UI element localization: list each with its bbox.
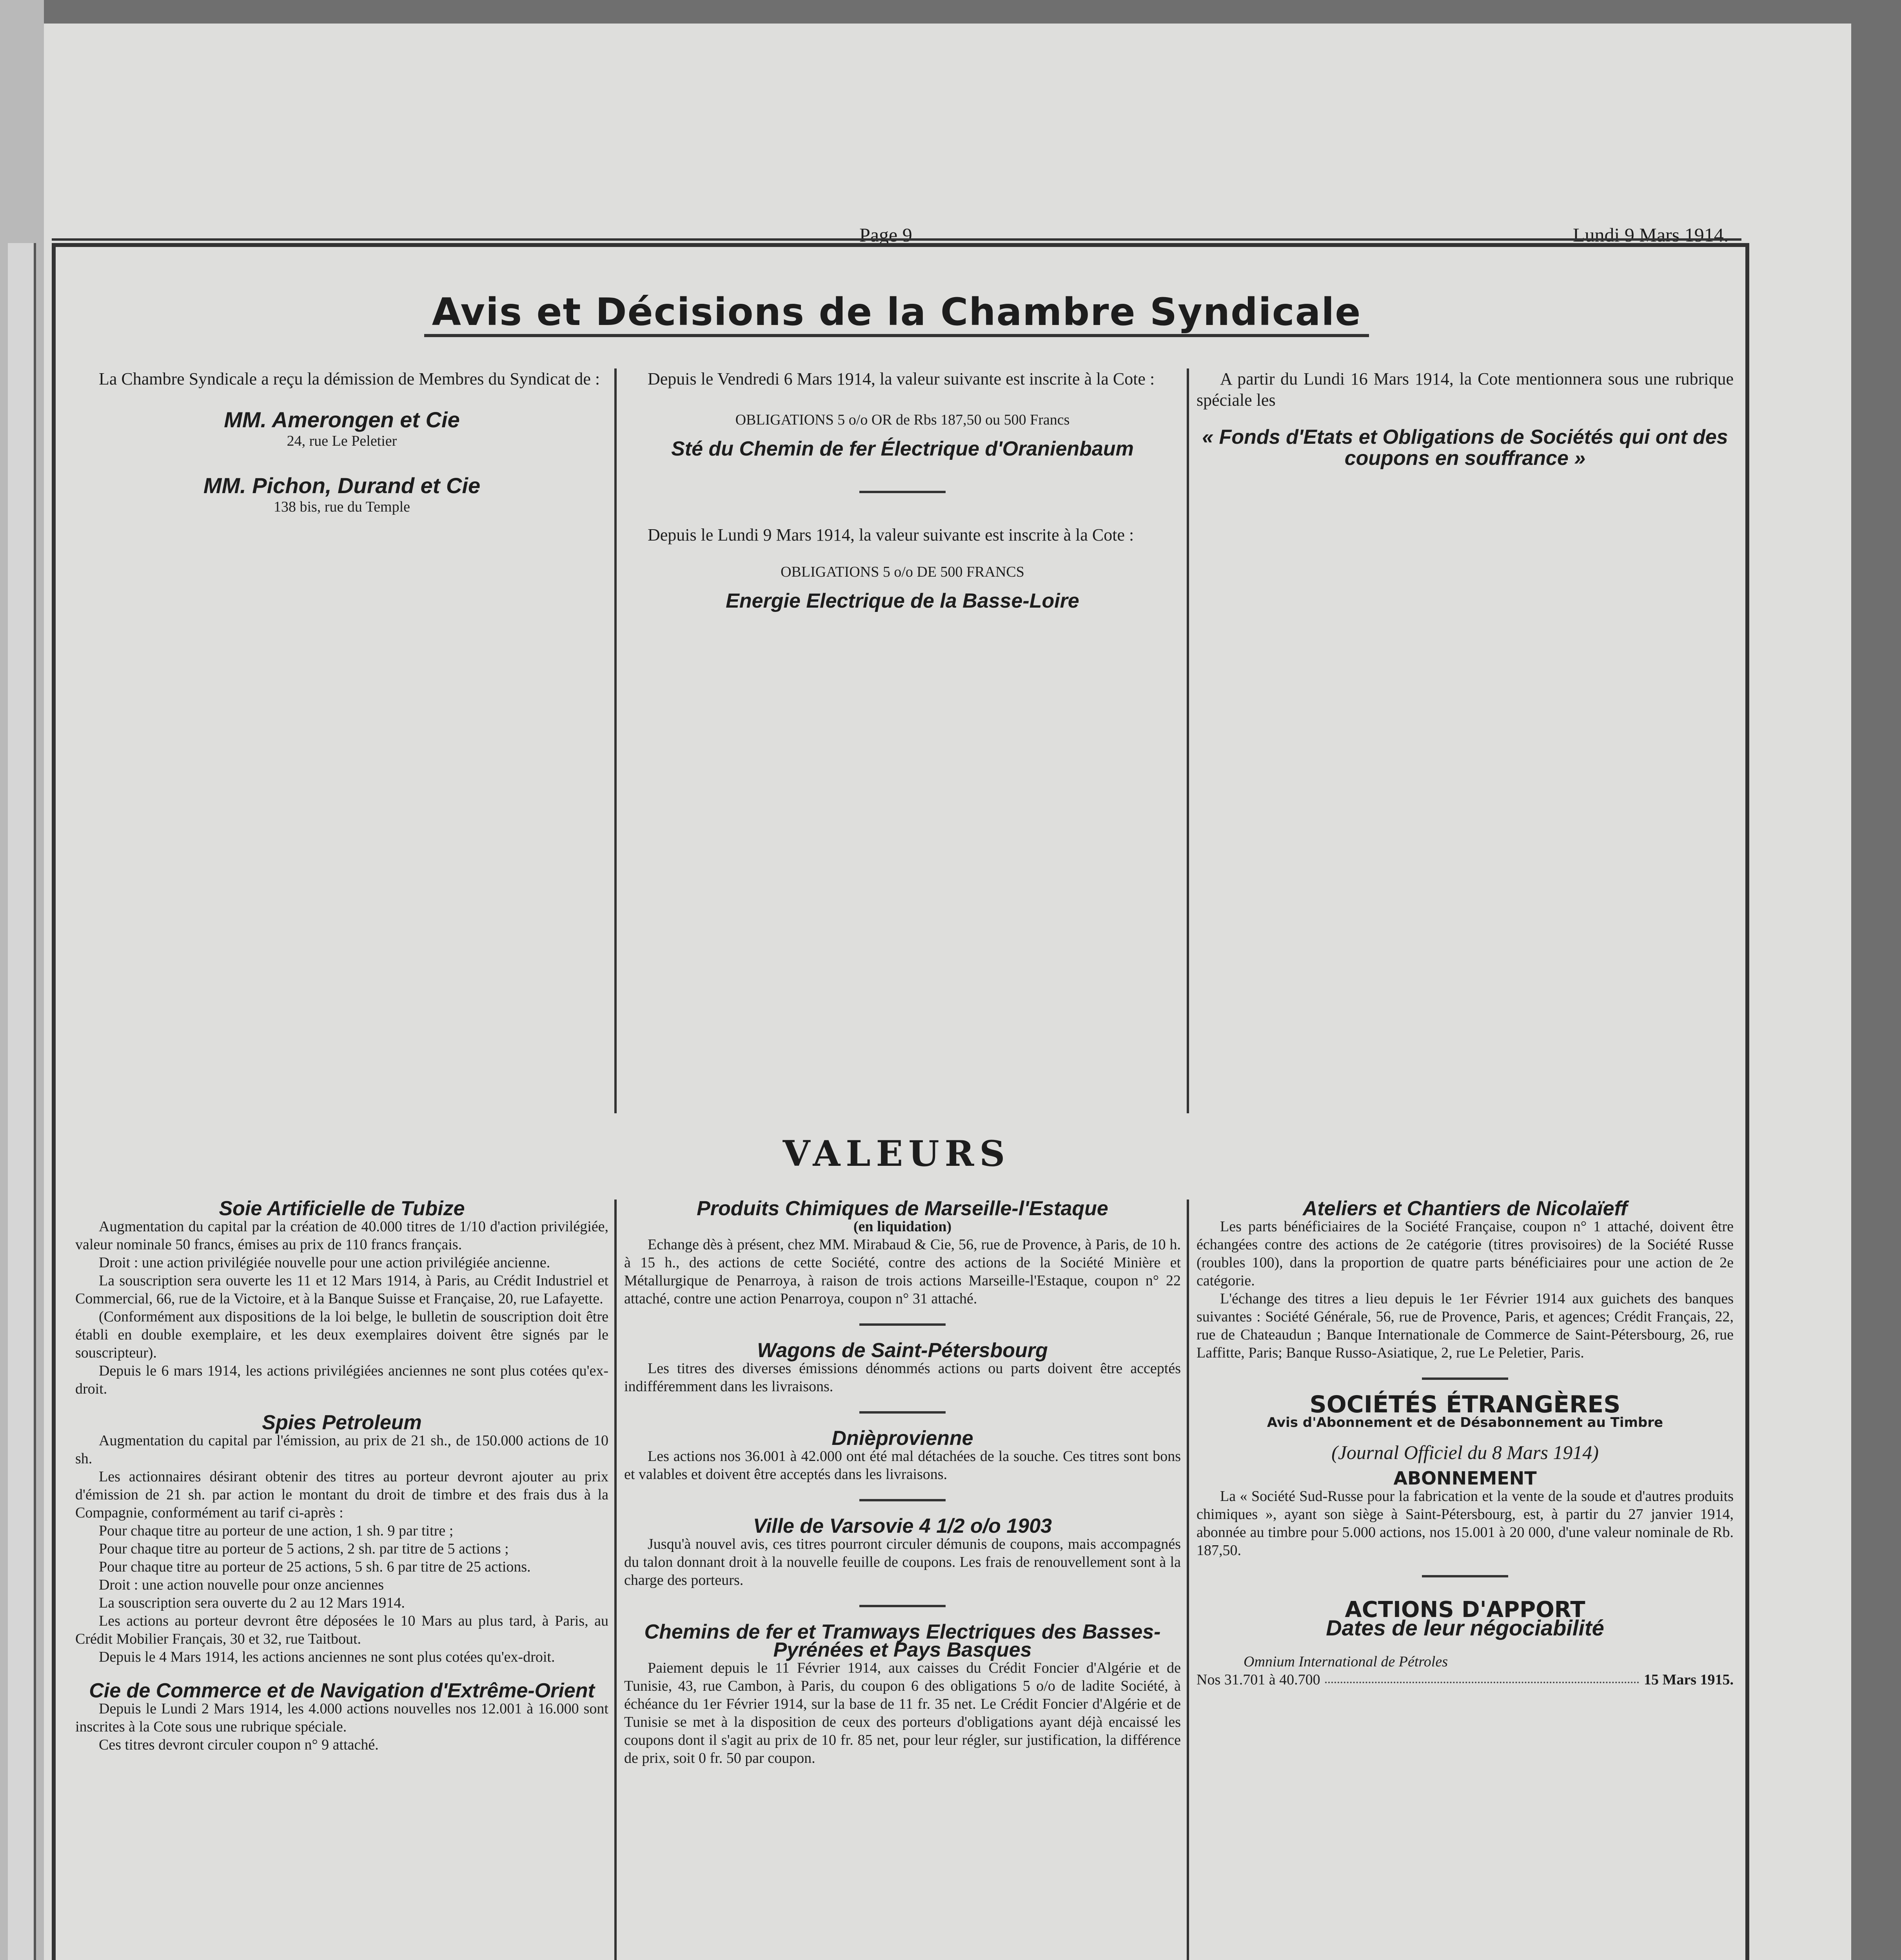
societes-etrangeres-heading: SOCIÉTÉS ÉTRANGÈRES: [1309, 1391, 1621, 1418]
short-rule: [859, 1411, 946, 1414]
short-rule: [859, 491, 946, 493]
obligation-line: OBLIGATIONS 5 o/o DE 500 FRANCS: [781, 564, 1024, 580]
omnium-name: Omnium International de Pétroles: [1244, 1653, 1448, 1670]
short-rule: [859, 1323, 946, 1326]
short-rule: [1422, 1575, 1508, 1577]
avis-text: Depuis le Vendredi 6 Mars 1914, la valeur suivante est inscrite à la Cote :: [648, 369, 1155, 388]
valeur-heading: Ville de Varsovie 4 1/2 o/o 1903: [753, 1515, 1052, 1537]
valeur-heading: Soie Artificielle de Tubize: [219, 1197, 465, 1220]
societes-etrangeres-subheading: Avis d'Abonnement et de Désabonnement au Timbre: [1267, 1415, 1663, 1430]
valeur-text: Les titres des diverses émissions dénommés actions ou parts doivent être acceptés indifféremment dans les livraisons.: [624, 1360, 1181, 1395]
page-date: Lundi 9 Mars 1914.: [1573, 224, 1729, 246]
valeur-text: Pour chaque titre au porteur de 25 actions, 5 sh. 6 par titre de 25 actions.: [99, 1559, 531, 1575]
valeur-heading: Produits Chimiques de Marseille-l'Estaque: [697, 1197, 1108, 1220]
valeur-text: La souscription sera ouverte les 11 et 12 Mars 1914, à Paris, au Crédit Industriel et Commercial, 66, rue de la Victoire, et à la Banque Suisse et Française, 20, rue Lafayette.: [75, 1272, 608, 1307]
member-name: MM. Pichon, Durand et Cie: [203, 473, 481, 498]
valeur-text: Echange dès à présent, chez MM. Mirabaud & Cie, 56, rue de Provence, à Paris, de 10 h. à 15 h., des actions de cette Société, contre des actions de la Société Minière et Métallurgique de Penarroya, à raison de trois actions Marseille-l'Estaque, coupon n° 22 attaché, contre une action Penarroya, coupon n° 31 attaché.: [624, 1236, 1181, 1307]
company-name: Energie Electrique de la Basse-Loire: [726, 590, 1079, 612]
valeurs-col-1: [75, 1197, 608, 1754]
omnium-row: [1197, 1671, 1734, 1689]
short-rule: [859, 1605, 946, 1607]
avis-quote: « Fonds d'Etats et Obligations de Sociétés qui ont des coupons en souffrance »: [1202, 426, 1728, 470]
valeur-heading: Cie de Commerce et de Navigation d'Extrême-Orient: [89, 1679, 595, 1702]
omnium-date: 15 Mars 1915.: [1643, 1671, 1734, 1688]
avis-text: Depuis le Lundi 9 Mars 1914, la valeur suivante est inscrite à la Cote :: [648, 525, 1134, 544]
obligation-line: OBLIGATIONS 5 o/o OR de Rbs 187,50 ou 500 Francs: [735, 412, 1070, 428]
column-rule: [1187, 368, 1189, 1113]
valeur-text: La souscription sera ouverte du 2 au 12 Mars 1914.: [99, 1595, 405, 1611]
valeur-text: Les actions au porteur devront être déposées le 10 Mars au plus tard, à Paris, au Crédit Mobilier Français, 30 et 32, rue Taitbout.: [75, 1613, 608, 1647]
column-rule: [1187, 1200, 1189, 1960]
valeur-text: Pour chaque titre au porteur de 5 actions, 2 sh. par titre de 5 actions ;: [99, 1541, 509, 1557]
avis-col-3: [1197, 368, 1734, 469]
valeur-text: Depuis le Lundi 2 Mars 1914, les 4.000 actions nouvelles nos 12.001 à 16.000 sont inscrites à la Cote sous une rubrique spéciale.: [75, 1700, 608, 1735]
valeur-text: La « Société Sud-Russe pour la fabrication et la vente de la soude et d'autres produits chimiques », ayant son siège à Saint-Pétersbourg, est, à partir du 27 janvier 1914, abonnée au timbre pour 5.000 actions, nos 15.001 à 20 000, d'une valeur nominale de Rb. 187,50.: [1197, 1488, 1734, 1559]
header-rule: [52, 238, 1741, 241]
avis-intro: La Chambre Syndicale a reçu la démission de Membres du Syndicat de :: [99, 369, 600, 388]
valeur-text: Les actionnaires désirant obtenir des titres au porteur devront ajouter au prix d'émission de 21 sh. par action le montant du droit de timbre et des frais dus à la Compagnie, conformément au tarif ci-après :: [75, 1468, 608, 1521]
page-number: Page 9: [859, 224, 912, 246]
avis-col-1: [75, 368, 608, 517]
actions-apport-heading: ACTIONS D'APPORT: [1345, 1597, 1585, 1622]
member-address: 24, rue Le Peletier: [287, 433, 397, 449]
valeur-text: L'échange des titres a lieu depuis le 1er Février 1914 aux guichets des banques suivantes : Société Générale, 56, rue de Provence, Paris, et agences; Crédit Français, 22, rue de Chateaudun ; Banque Internationale de Commerce de Saint-Pétersbourg, 26, rue Laffitte, Paris; Banque Russo-Asiatique, 2, rue Le Peletier, Paris.: [1197, 1290, 1734, 1361]
valeur-text: Ces titres devront circuler coupon n° 9 attaché.: [99, 1737, 379, 1753]
short-rule: [1422, 1377, 1508, 1380]
valeur-text: Paiement depuis le 11 Février 1914, aux caisses du Crédit Foncier d'Algérie et de Tunisie, 43, rue Cambon, à Paris, du coupon 6 des obligations 5 o/o de ladite Société, à échéance du 1er Février 1914, sur la base de 11 fr. 35 net. Le Crédit Foncier d'Algérie et de Tunisie se met à la disposition de ceux des porteurs d'obligations ayant déjà encaissé les coupons dont il s'agit au prix de 10 fr. 85 net, pour leur régler, sur justification, la différence de prix, soit 0 fr. 50 par coupon.: [624, 1660, 1181, 1766]
valeur-heading: Ateliers et Chantiers de Nicolaïeff: [1302, 1197, 1628, 1220]
valeur-text: Jusqu'à nouvel avis, ces titres pourront circuler démunis de coupons, mais accompagnés du talon donnant droit à la nouvelle feuille de coupons. Les frais de renouvellement sont à la charge des porteurs.: [624, 1536, 1181, 1588]
valeur-heading: Dnièprovienne: [832, 1427, 973, 1450]
valeur-text: Augmentation du capital par la création de 40.000 titres de 1/10 d'action privilégiée, valeur nominale 50 francs, émises au prix de 110 francs français.: [75, 1218, 608, 1253]
actions-apport-subheading: Dates de leur négociabilité: [1326, 1615, 1604, 1640]
short-rule: [859, 1499, 946, 1501]
newspaper-page: [44, 24, 1851, 1960]
valeur-text: (Conformément aux dispositions de la loi belge, le bulletin de souscription doit être établi en double exemplaire, et les deux exemplaires doivent être signés par le souscripteur).: [75, 1308, 608, 1361]
valeur-text: Depuis le 6 mars 1914, les actions privilégiées anciennes ne sont plus cotées qu'ex-droit.: [75, 1363, 608, 1397]
journal-officiel: (Journal Officiel du 8 Mars 1914): [1331, 1441, 1599, 1463]
valeur-text: Droit : une action nouvelle pour onze anciennes: [99, 1577, 384, 1593]
valeur-text: Depuis le 4 Mars 1914, les actions anciennes ne sont plus cotées qu'ex-droit.: [99, 1649, 555, 1665]
adjacent-page-strip: [0, 0, 44, 1960]
valeur-subheading: (en liquidation): [853, 1218, 952, 1235]
omnium-numbers: Nos 31.701 à 40.700: [1197, 1671, 1320, 1688]
column-rule: [614, 368, 617, 1113]
valeurs-col-3: [1197, 1197, 1734, 1689]
valeur-heading: Wagons de Saint-Pétersbourg: [757, 1339, 1048, 1362]
valeur-text: Les actions nos 36.001 à 42.000 ont été mal détachées de la souche. Ces titres sont bons et valables et doivent être acceptés dans les livraisons.: [624, 1448, 1181, 1483]
valeur-text: Pour chaque titre au porteur de une action, 1 sh. 9 par titre ;: [99, 1523, 454, 1539]
valeurs-col-2: [624, 1197, 1181, 1767]
member-name: MM. Amerongen et Cie: [224, 407, 460, 432]
valeur-text: Les parts bénéficiaires de la Société Française, coupon n° 1 attaché, doivent être échangées contre des actions de 2e catégorie (titres provisoires) de la Société Russe (roubles 100), dans la proportion de quatre parts bénéficiaires pour une action de 2e catégorie.: [1197, 1218, 1734, 1289]
avis-text: A partir du Lundi 16 Mars 1914, la Cote mentionnera sous une rubrique spéciale les: [1197, 369, 1734, 410]
column-rule: [614, 1200, 617, 1960]
abonnement-heading: ABONNEMENT: [1393, 1468, 1537, 1489]
avis-col-2: [624, 368, 1181, 612]
valeur-text: Droit : une action privilégiée nouvelle pour une action privilégiée ancienne.: [99, 1254, 550, 1271]
member-address: 138 bis, rue du Temple: [273, 499, 410, 515]
valeur-heading: Chemins de fer et Tramways Electriques des Basses-Pyrénées et Pays Basques: [644, 1621, 1161, 1661]
valeur-text: Augmentation du capital par l'émission, au prix de 21 sh., de 150.000 actions de 10 sh.: [75, 1432, 608, 1467]
page-title: Avis et Décisions de la Chambre Syndicale: [44, 290, 1749, 334]
section-title-valeurs: VALEURS: [783, 1133, 1011, 1174]
company-name: Sté du Chemin de fer Électrique d'Oranienbaum: [671, 437, 1134, 460]
valeur-heading: Spies Petroleum: [262, 1411, 422, 1434]
